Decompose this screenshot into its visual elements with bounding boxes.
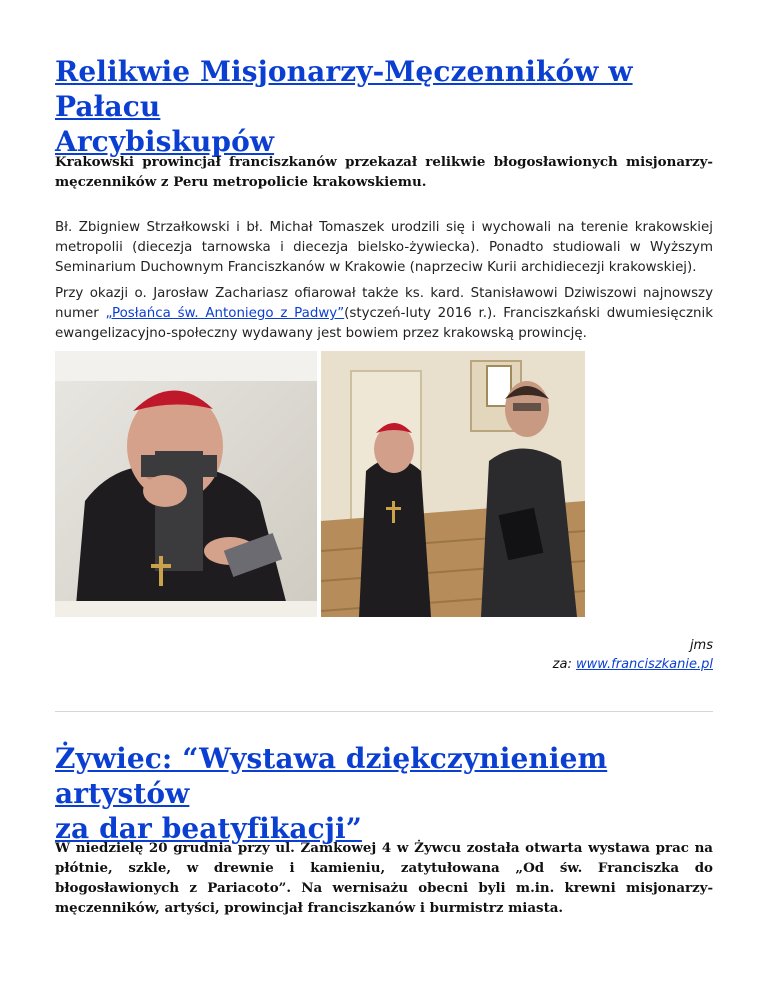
photo-cardinal-with-relic-image xyxy=(55,351,317,617)
signature-source xyxy=(313,655,713,674)
article-title-line-2: za dar beatyfikacji” xyxy=(55,812,362,845)
article-paragraph-1: Bł. Zbigniew Strzałkowski i bł. Michał Tomaszek urodzili się i wychowali na terenie krakowskiej metropolii (diecezja tarnowska i diecezja bielsko-żywiecka). Ponadto studiowali w Wyższym Seminarium Duchownym Franciszkanów w Krakowie (naprzeciw Kurii archidiecezji krakowskiej). xyxy=(55,220,713,275)
article-title xyxy=(55,54,713,159)
article-divider xyxy=(55,711,713,712)
article-title-link[interactable] xyxy=(55,742,607,845)
article-lead: W niedzielę 20 grudnia przy ul. Zamkowej 4 w Żywcu została otwarta wystawa prac na płótnie, szkle, w drewnie i kamieniu, zatytułowana „Od św. Franciszka do błogosławionych z Pariacoto”. Na wernisażu obecni byli m.in. krewni misjonarzy-męczenników, artyści, prowincjał franciszkanów i burmistrz miasta. xyxy=(55,840,713,916)
signature-source-prefix: za: xyxy=(552,657,576,672)
paragraph-text: Przy okazji o. Jarosław Zachariasz ofiarował także ks. kard. Stanisławowi Dziwiszowi najnowszy numer xyxy=(55,286,713,321)
photo-cardinal-with-relic xyxy=(55,351,317,617)
photo-cardinal-and-friar-image xyxy=(321,351,585,617)
article-title-line-1: Żywiec: “Wystawa dziękczynieniem artystów xyxy=(55,742,608,810)
poslaniec-link[interactable]: „Posłańca św. Antoniego z Padwy” xyxy=(105,306,345,321)
article-title xyxy=(55,741,713,846)
article-title-line-2: Arcybiskupów xyxy=(55,125,275,158)
signature-author: jms xyxy=(689,638,713,653)
article-title-line-1: Relikwie Misjonarzy-Męczenników w Pałacu xyxy=(55,55,633,123)
article-title-link[interactable] xyxy=(55,55,633,158)
article-lead: Krakowski prowincjał franciszkanów przekazał relikwie błogosławionych misjonarzy-męczenników z Peru metropolicie krakowskiemu. xyxy=(55,154,713,190)
article-signature xyxy=(313,636,713,674)
franciszkanie-link[interactable]: www.franciszkanie.pl xyxy=(575,657,713,672)
photo-cardinal-and-friar xyxy=(321,351,585,617)
paragraph-text: (styczeń-luty 2016 r.). Franciszkański dwumiesięcznik ewangelizacyjno-społeczny wydawany jest bowiem przez krakowską prowincję. xyxy=(55,306,713,341)
article-paragraph-2 xyxy=(55,284,713,344)
